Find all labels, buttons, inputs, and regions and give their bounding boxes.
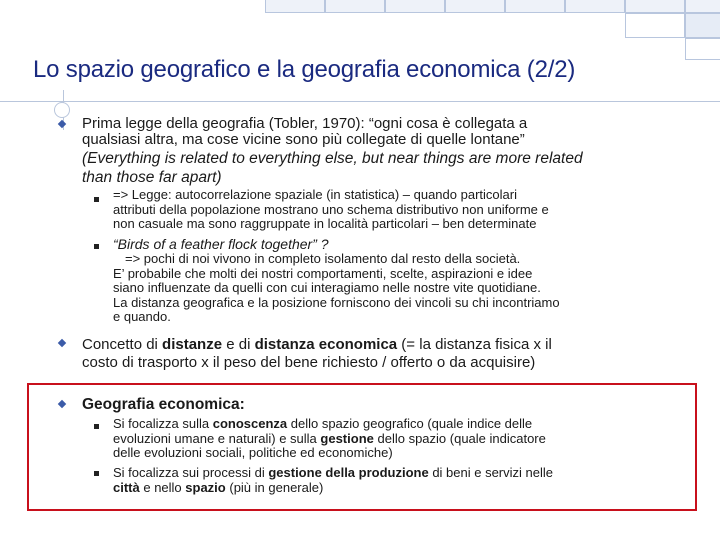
title-divider [0,101,720,102]
econ-bold-spazio: spazio [185,479,226,495]
autocorrelation-line-2: attributi della popolazione mostrano uno schema distributivo non uniforme e [113,201,549,217]
econ-focus-knowledge [113,417,546,461]
econ-heading: Geografia economica: [82,396,245,413]
econ-sub2-l2b: e nello [139,479,186,495]
econ-sub1-c: dello spazio geografico (quale indice delle [287,416,533,431]
decorative-ring [54,102,70,118]
slide-title: Lo spazio geografico e la geografia economica (2/2) [33,56,576,83]
birds-feather-line-6: e quando. [113,309,171,324]
bullet-square-icon [94,197,99,202]
distance-line-2: costo di trasporto x il peso del bene richiesto / offerto o da acquisire) [82,354,536,371]
birds-feather-text [113,237,560,325]
distance-concept-text [82,336,552,372]
birds-feather-line-4: siano influenzate da quelli con cui interagiamo nelle nostre vite quotidiane. [113,280,541,295]
econ-sub1-a: Si focalizza sulla [113,416,213,431]
econ-bold-citta: città [113,479,140,495]
autocorrelation-text [113,188,549,232]
econ-sub2-l2d: (più in generale) [225,479,324,495]
econ-focus-production [113,466,553,495]
distance-text-c: e di [222,336,255,353]
distance-bold-distanze: distanze [162,336,223,353]
tobler-line-2: qualsiasi altra, ma cose vicine sono più collegate di quelle lontane” [82,131,525,148]
bullet-square-icon [94,424,99,429]
tobler-line-4: than those far apart) [82,169,222,186]
distance-text-e: (= la distanza fisica x il [397,336,552,353]
distance-bold-economica: distanza economica [254,336,398,353]
econ-sub2-line-1 [113,466,553,481]
tobler-line-1: Prima legge della geografia (Tobler, 1970): “ogni cosa è collegata a [82,115,528,132]
econ-bold-gestione: gestione [320,430,374,446]
birds-feather-line-5: La distanza geografica e la posizione forniscono dei vincoli su chi incontriamo [113,294,560,310]
autocorrelation-line-3: non casuale ma sono raggruppate in località particolari – ben determinate [113,216,537,231]
bullet-diamond-icon [58,339,66,347]
econ-sub1-l2c: dello spazio (quale indicatore [373,430,546,446]
econ-sub1-l2a: evoluzioni umane e naturali) e sulla [113,430,321,446]
econ-bold-gestione-produzione: gestione della produzione [268,465,429,480]
decorative-grid [250,0,720,60]
bullet-diamond-icon [58,120,66,128]
bullet-square-icon [94,244,99,249]
distance-line-1 [82,336,552,354]
birds-feather-line-2: => pochi di noi vivono in completo isolamento dal resto della società. [125,251,521,266]
distance-text-a: Concetto di [82,336,163,353]
autocorrelation-line-1: => Legge: autocorrelazione spaziale (in statistica) – quando particolari [113,187,517,202]
econ-sub2-a: Si focalizza sui processi di [113,465,269,480]
econ-bold-conoscenza: conoscenza [212,416,288,431]
tobler-law-text [82,116,527,148]
econ-sub2-line-2 [113,481,553,496]
econ-sub1-line-3: delle evoluzioni sociali, politiche ed economiche) [113,445,393,460]
econ-sub1-line-1 [113,417,546,432]
birds-feather-line-1: “Birds of a feather flock together” ? [113,236,329,252]
econ-sub2-c: di beni e servizi nelle [428,465,553,480]
econ-sub1-line-2 [113,432,546,447]
bullet-square-icon [94,471,99,476]
tobler-english-quote [82,149,583,187]
tobler-line-3: (Everything is related to everything else, but near things are more related [82,150,583,167]
birds-feather-line-3: E’ probabile che molti dei nostri comportamenti, scelte, aspirazioni e idee [113,265,533,281]
